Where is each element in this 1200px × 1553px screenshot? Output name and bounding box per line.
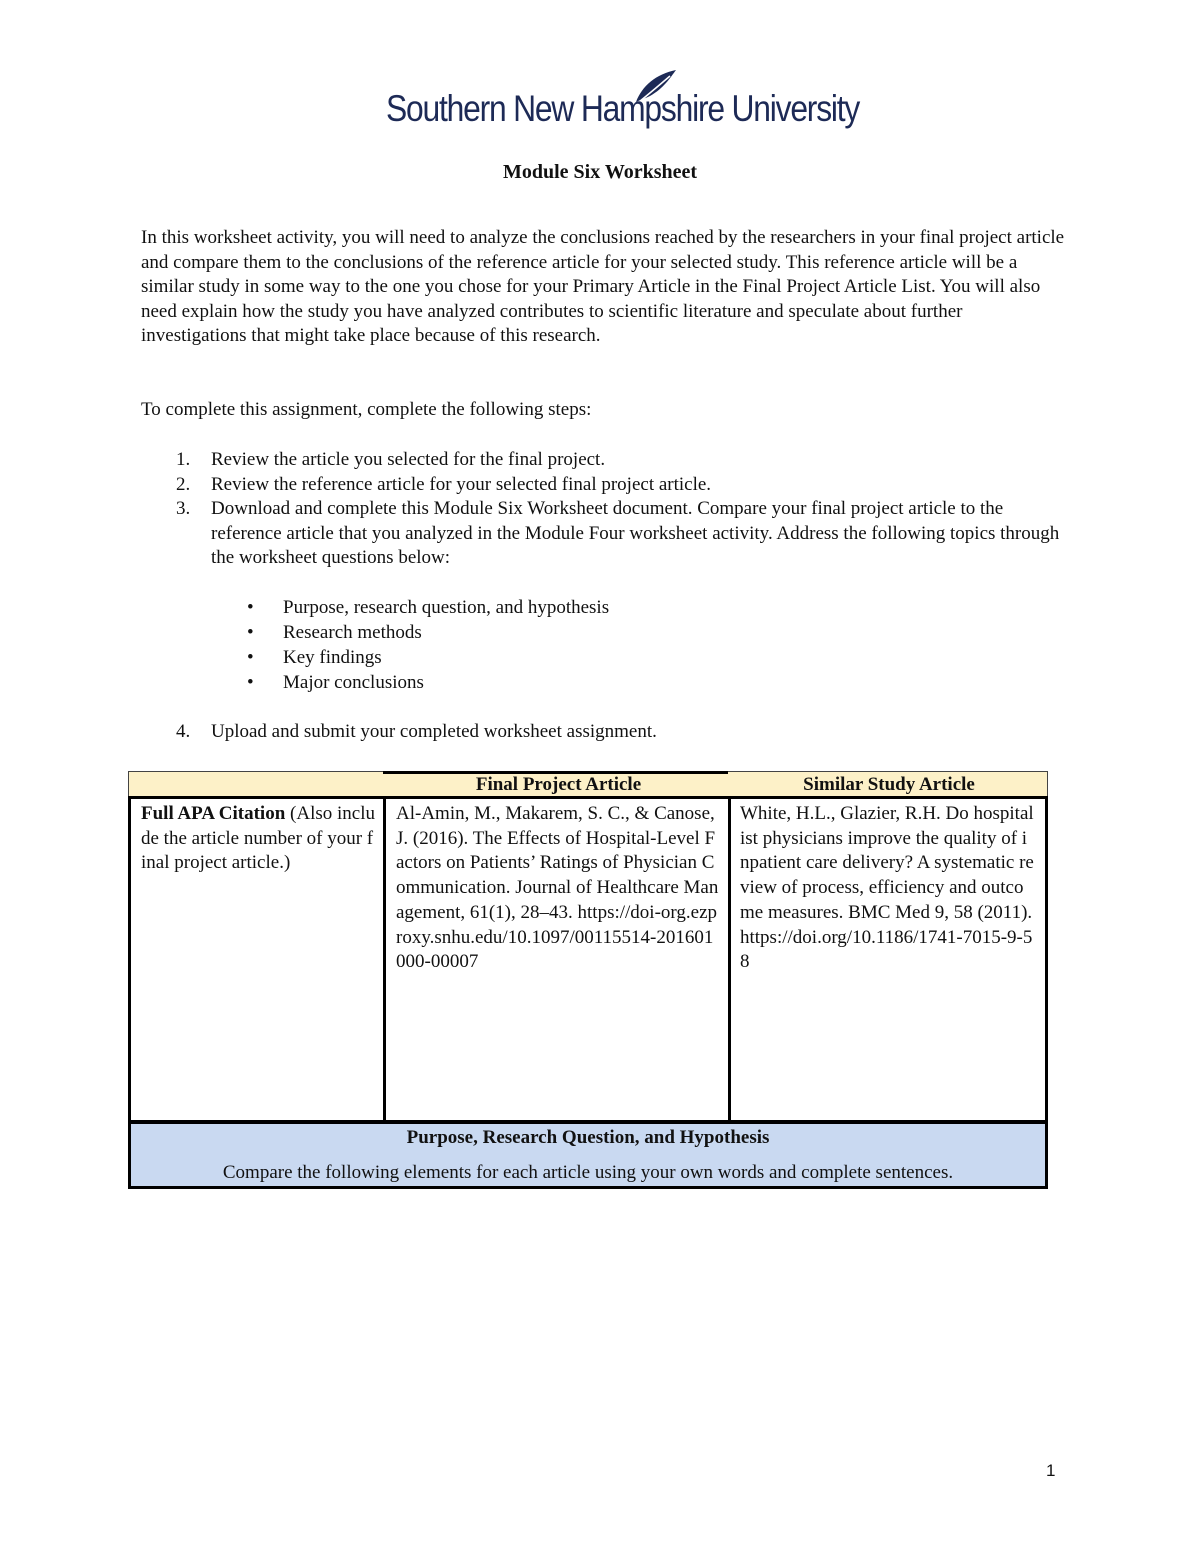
- intro-paragraph: In this worksheet activity, you will need to analyze the conclusions reached by the researchers in your final project article and compare them to the conclusions of the reference article for your selected study. This reference article will be a similar study in some way to the one you chose for your Primary Article in the Final Project Article List. You will also need explain how the study you have analyzed contributes to scientific literature and speculate about further investigations that might take place because of this research.: [141, 227, 1065, 347]
- bullet-dot-icon: •: [247, 672, 254, 693]
- step-item: [176, 497, 1076, 572]
- table-divider: [383, 796, 386, 1123]
- step-text: Download and complete this Module Six Worksheet document. Compare your final project article to the reference article that you analyzed in the Module Four worksheet activity. Address the following topics through the worksheet questions below:: [211, 498, 1060, 569]
- bullet-dot-icon: •: [247, 622, 254, 643]
- step-number: 4.: [176, 721, 191, 742]
- page-number: 1: [1046, 1461, 1056, 1480]
- citation-label-note: (Also include the article number of your final project article.): [141, 803, 375, 874]
- step-number: 2.: [176, 474, 191, 495]
- bullet-text: Research methods: [283, 622, 422, 643]
- step-number: 1.: [176, 449, 191, 470]
- similar-study-citation: White, H.L., Glazier, R.H. Do hospitalist physicians improve the quality of inpatient care delivery? A systematic review of process, efficiency and outcome measures. BMC Med 9, 58 (2011). https://doi.org/10.1186/1741-7015-9-58: [740, 803, 1034, 973]
- citation-label-cell: [141, 802, 376, 876]
- step-text: Upload and submit your completed worksheet assignment.: [211, 721, 657, 742]
- bullet-dot-icon: •: [247, 597, 254, 618]
- table-header-row: [128, 771, 1048, 797]
- document-title: Module Six Worksheet: [502, 161, 698, 183]
- steps-intro: To complete this assignment, complete the following steps:: [141, 399, 592, 420]
- section-header-row: [128, 1121, 1048, 1189]
- section-title: Purpose, Research Question, and Hypothesis: [406, 1127, 770, 1148]
- step-item: [176, 473, 1076, 498]
- bullet-text: Key findings: [283, 647, 382, 668]
- table-divider: [383, 771, 728, 774]
- citation-label-bold: Full APA Citation: [141, 803, 286, 824]
- step-text: Review the reference article for your selected final project article.: [211, 474, 712, 495]
- comparison-table: [128, 771, 1048, 1189]
- bullet-text: Major conclusions: [283, 672, 424, 693]
- header-similar-study: Similar Study Article: [803, 774, 975, 795]
- step-text: Review the article you selected for the final project.: [211, 449, 606, 470]
- bullet-dot-icon: •: [247, 647, 254, 668]
- step-item: [176, 448, 1076, 473]
- step-item: [176, 720, 1076, 745]
- section-subtitle: Compare the following elements for each article using your own words and complete sentences.: [222, 1162, 954, 1183]
- final-project-citation: Al-Amin, M., Makarem, S. C., & Canose, J. (2016). The Effects of Hospital-Level Factors on Patients’ Ratings of Physician Communication. Journal of Healthcare Management, 61(1), 28–43. https://doi-org.ezproxy.snhu.edu/10.1097/00115514-201601000-00007: [396, 803, 719, 973]
- table-divider: [728, 796, 731, 1123]
- university-logo: [386, 68, 860, 138]
- header-final-project: Final Project Article: [475, 774, 642, 795]
- logo-text: Southern New Hampshire University: [386, 88, 860, 129]
- bullet-text: Purpose, research question, and hypothesis: [283, 597, 610, 618]
- step-number: 3.: [176, 498, 191, 519]
